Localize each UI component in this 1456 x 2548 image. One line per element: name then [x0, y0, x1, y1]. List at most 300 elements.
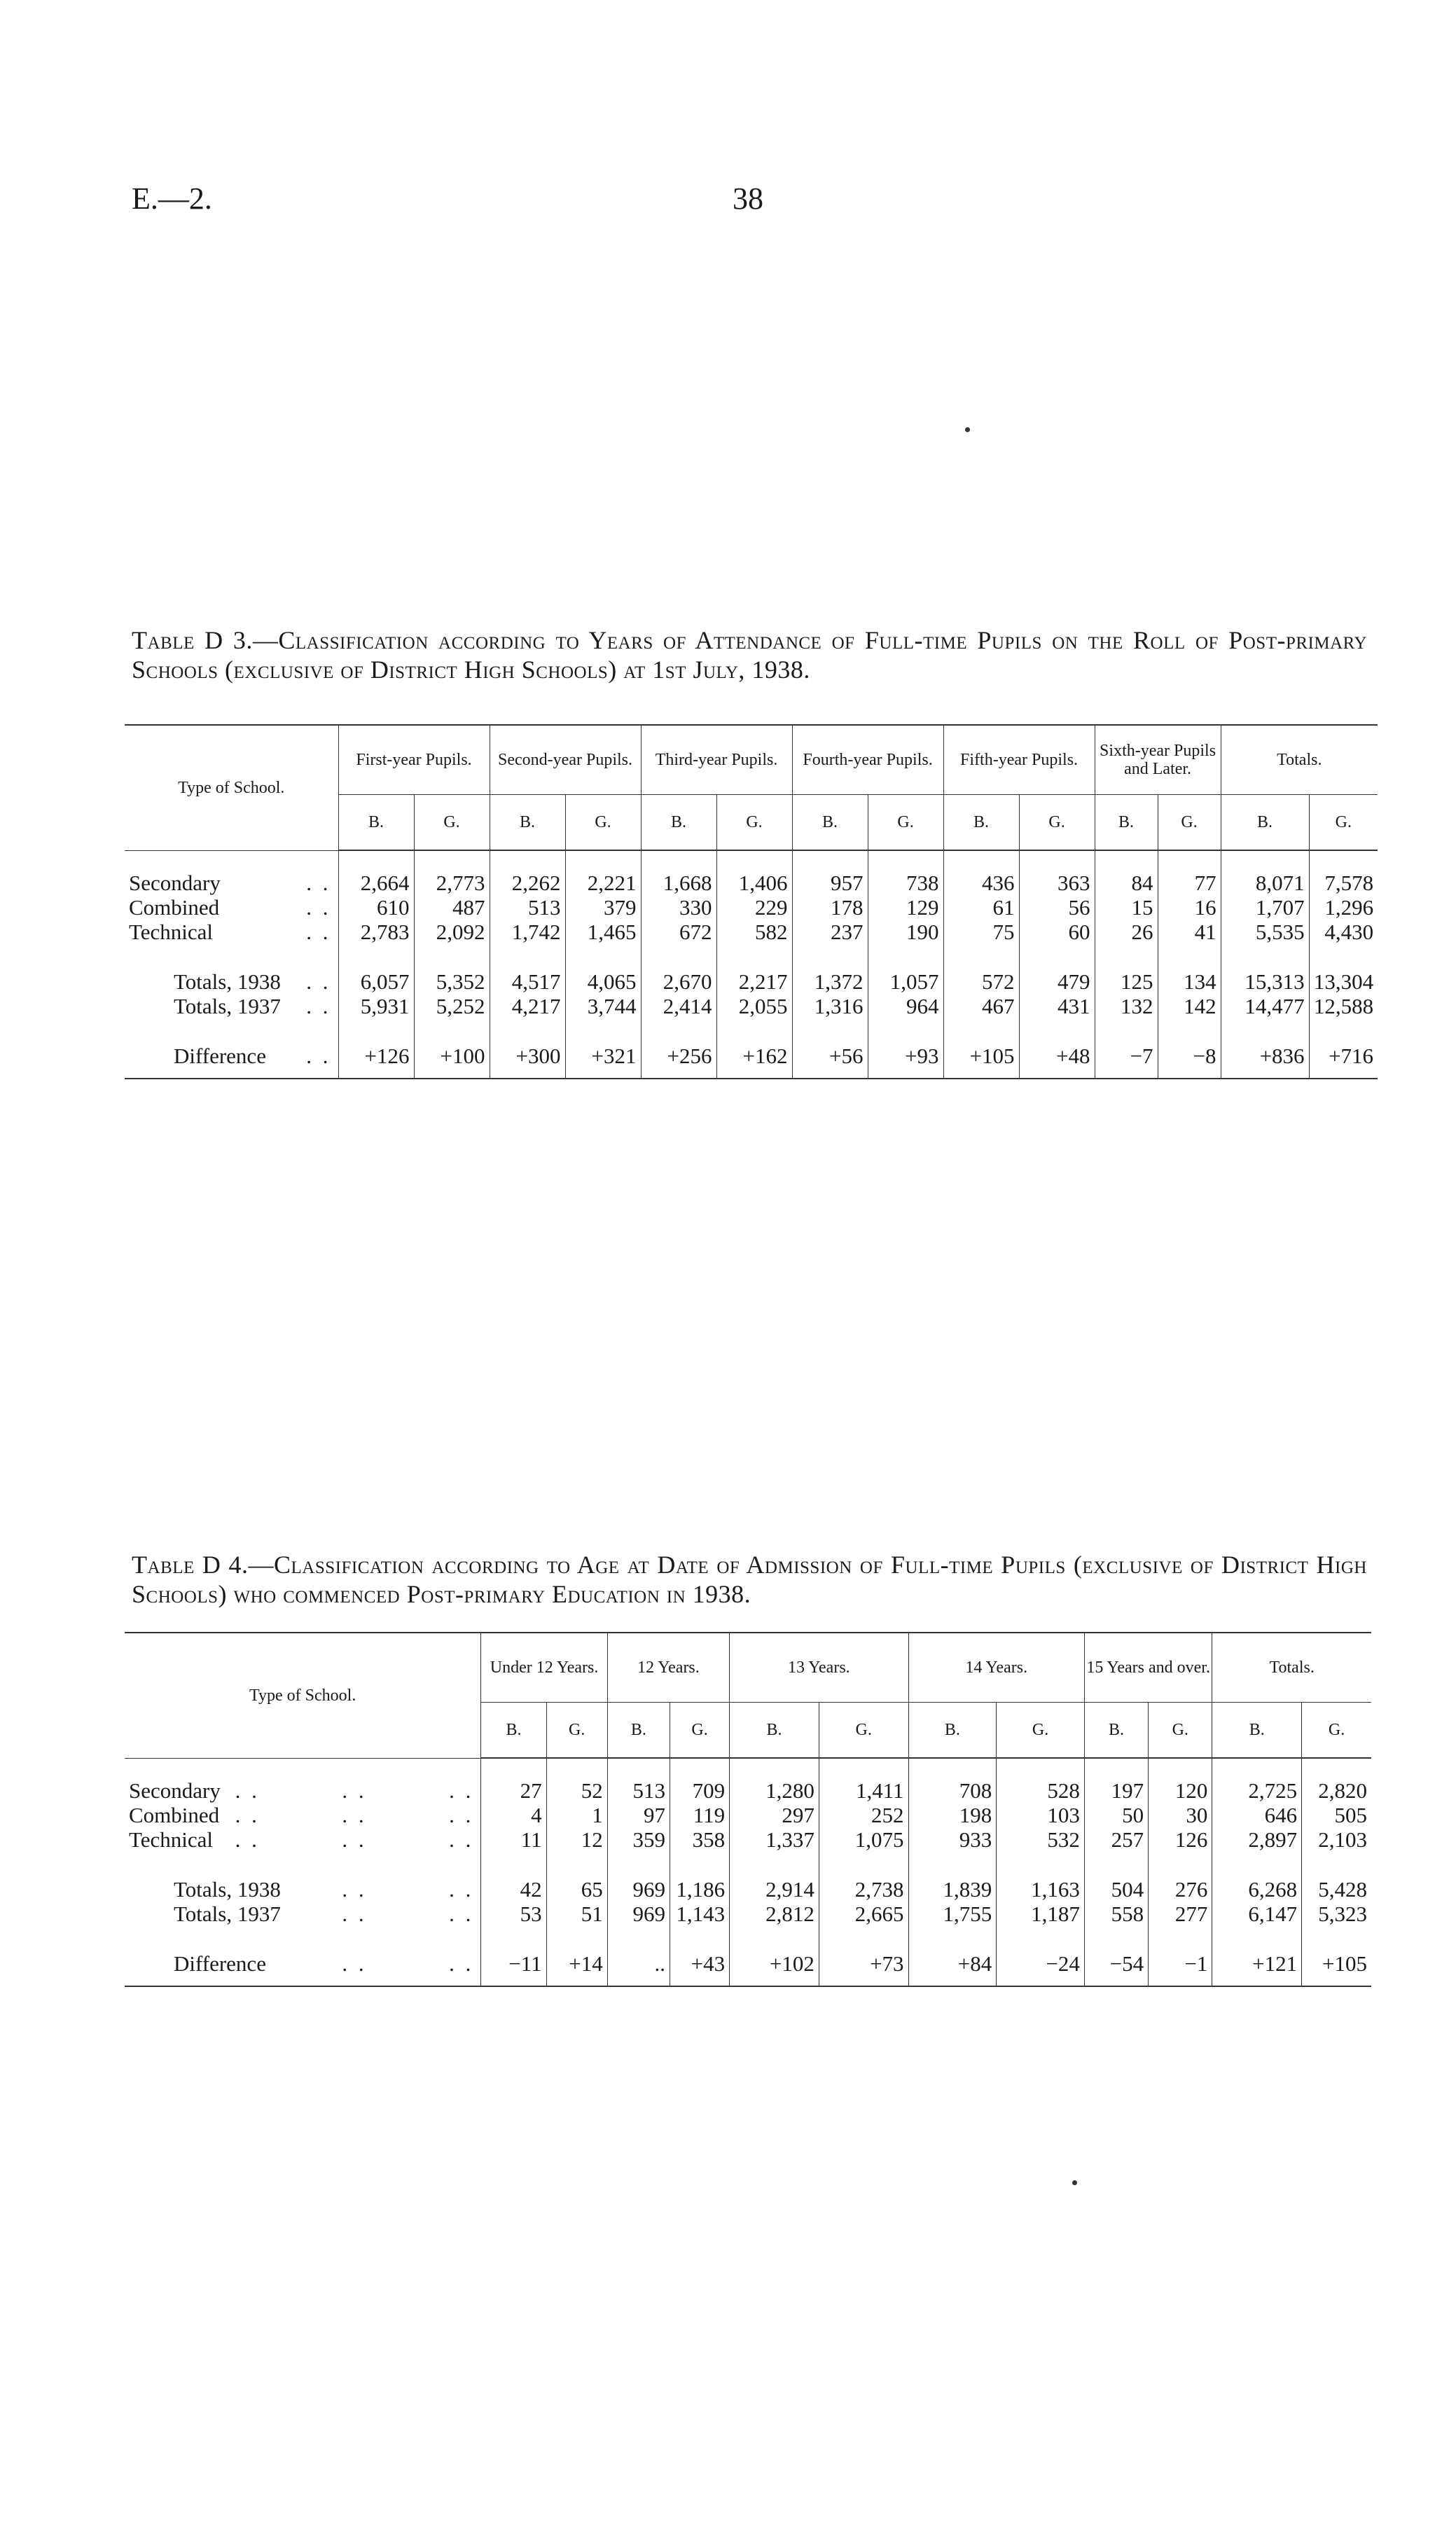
table-cell: 16 [1158, 895, 1221, 920]
table-cell: 1,465 [565, 920, 641, 944]
table-cell: 1,075 [819, 1827, 908, 1852]
table-cell: 1,372 [792, 969, 868, 994]
table-cell: 119 [670, 1803, 729, 1827]
gap-cell [1212, 1926, 1302, 1951]
table-cell: +14 [546, 1951, 607, 1986]
table-cell: 75 [943, 920, 1019, 944]
table-row [125, 1044, 1378, 1079]
gap-cell [641, 944, 716, 969]
gap-cell [490, 1018, 565, 1044]
table-cell: 178 [792, 895, 868, 920]
row-label-text: Difference [174, 1044, 266, 1068]
row-label [125, 1778, 481, 1803]
row-label-text: Totals, 1938 [174, 969, 281, 994]
table-cell: 2,665 [819, 1902, 908, 1926]
gap-cell [1309, 1018, 1378, 1044]
table-cell: 120 [1149, 1778, 1212, 1803]
table-cell: 7,578 [1309, 871, 1378, 895]
table-cell: +56 [792, 1044, 868, 1079]
table-cell: 431 [1019, 994, 1095, 1018]
table-cell: 6,057 [338, 969, 414, 994]
gap-cell [607, 1926, 670, 1951]
row-label-text: Technical [129, 1827, 214, 1852]
gap-cell [565, 1018, 641, 1044]
table-cell: 229 [716, 895, 792, 920]
table-cell: 2,914 [730, 1877, 819, 1902]
gap-cell [730, 1852, 819, 1877]
table-cell: 709 [670, 1778, 729, 1803]
gap-cell [716, 1018, 792, 1044]
row-label-text: Totals, 1938 [174, 1877, 281, 1902]
gap-cell [997, 1758, 1085, 1778]
table-cell: +256 [641, 1044, 716, 1079]
table-cell: 56 [1019, 895, 1095, 920]
dot-leader: . . . . . . [235, 1803, 474, 1827]
gap-cell [490, 944, 565, 969]
table-cell: 197 [1084, 1778, 1148, 1803]
table-cell: 129 [868, 895, 943, 920]
dot-leader: . . [306, 994, 331, 1018]
group-header: Third-year Pupils. [641, 725, 792, 795]
table-cell: 436 [943, 871, 1019, 895]
row-label-text: Technical [129, 920, 214, 944]
gap-cell [1019, 1018, 1095, 1044]
table-cell: 505 [1302, 1803, 1371, 1827]
sub-header: G. [819, 1703, 908, 1759]
gap-cell [546, 1926, 607, 1951]
table-cell: 1,316 [792, 994, 868, 1018]
table-cell: 13,304 [1309, 969, 1378, 994]
dot-leader: . . [306, 871, 331, 895]
page-code: E.—2. [132, 181, 212, 216]
dot-leader: . . [306, 895, 331, 920]
table-cell: 1,337 [730, 1827, 819, 1852]
table-cell: 97 [607, 1803, 670, 1827]
sub-header: B. [1221, 795, 1309, 851]
table-cell: −54 [1084, 1951, 1148, 1986]
table-cell: 41 [1158, 920, 1221, 944]
table-cell: 198 [908, 1803, 997, 1827]
table-cell: −8 [1158, 1044, 1221, 1079]
table-row [125, 920, 1378, 944]
table-cell: 330 [641, 895, 716, 920]
table-cell: 487 [414, 895, 490, 920]
table-cell: 15 [1095, 895, 1158, 920]
gap-cell [819, 1926, 908, 1951]
table-cell: 2,217 [716, 969, 792, 994]
gap-cell [943, 944, 1019, 969]
table-cell: 65 [546, 1877, 607, 1902]
table-row [125, 1902, 1371, 1926]
gap-cell [565, 944, 641, 969]
table-cell: 84 [1095, 871, 1158, 895]
table-cell: 142 [1158, 994, 1221, 1018]
table-d4 [125, 1632, 1371, 1987]
gap-cell [819, 1852, 908, 1877]
table-cell: +105 [943, 1044, 1019, 1079]
table-cell: +84 [908, 1951, 997, 1986]
row-gap [125, 944, 1378, 969]
gap-cell [1212, 1852, 1302, 1877]
table-cell: 125 [1095, 969, 1158, 994]
gap-cell [1302, 1926, 1371, 1951]
gap-cell [481, 1758, 546, 1778]
type-of-school-header: Type of School. [125, 725, 338, 850]
table-cell: +162 [716, 1044, 792, 1079]
gap-cell [1084, 1758, 1148, 1778]
table-cell: 237 [792, 920, 868, 944]
gap-cell [997, 1926, 1085, 1951]
row-label-text: Secondary [129, 1778, 221, 1803]
gap-cell [1149, 1926, 1212, 1951]
table-cell: 4,517 [490, 969, 565, 994]
table-cell: 2,262 [490, 871, 565, 895]
table-cell: 8,071 [1221, 871, 1309, 895]
gap-cell [1149, 1758, 1212, 1778]
dot-leader: . . . . [342, 1877, 474, 1902]
gap-cell [1095, 944, 1158, 969]
table-cell: 77 [1158, 871, 1221, 895]
gap-cell [908, 1926, 997, 1951]
group-header: First-year Pupils. [338, 725, 490, 795]
group-header: 15 Years and over. [1084, 1633, 1212, 1703]
table-d4-caption: Table D 4.—Classification according to Age at Date of Admission of Full-time Pupils (exclusive of District High Schools) who commenced Post-primary Education in 1938. [132, 1551, 1367, 1608]
gap-cell [1158, 944, 1221, 969]
table-cell: −1 [1149, 1951, 1212, 1986]
table-cell: +43 [670, 1951, 729, 1986]
sub-header: G. [868, 795, 943, 851]
table-cell: −11 [481, 1951, 546, 1986]
gap-cell [716, 944, 792, 969]
table-cell: 1,187 [997, 1902, 1085, 1926]
table-cell: 1,280 [730, 1778, 819, 1803]
table-cell: 1,406 [716, 871, 792, 895]
table-cell: 708 [908, 1778, 997, 1803]
table-cell: 2,897 [1212, 1827, 1302, 1852]
table-row [125, 871, 1378, 895]
gap-cell [1212, 1758, 1302, 1778]
table-cell: 190 [868, 920, 943, 944]
gap-cell [125, 1852, 481, 1877]
table-cell: +121 [1212, 1951, 1302, 1986]
table-cell: 5,323 [1302, 1902, 1371, 1926]
gap-cell [125, 1926, 481, 1951]
table-cell: 1,755 [908, 1902, 997, 1926]
row-gap [125, 1852, 1371, 1877]
gap-cell [338, 944, 414, 969]
table-cell: 60 [1019, 920, 1095, 944]
dot-leader: . . [306, 1044, 331, 1068]
dot-leader: . . . . [342, 1951, 474, 1976]
type-of-school-header: Type of School. [125, 1633, 481, 1758]
gap-cell [1302, 1852, 1371, 1877]
table-cell: 646 [1212, 1803, 1302, 1827]
row-label-text: Totals, 1937 [174, 1902, 281, 1926]
table-row [125, 1951, 1371, 1986]
gap-cell [1084, 1926, 1148, 1951]
table-cell: 297 [730, 1803, 819, 1827]
table-cell: 276 [1149, 1877, 1212, 1902]
group-header: Second-year Pupils. [490, 725, 641, 795]
group-header: 14 Years. [908, 1633, 1084, 1703]
table-d3-caption: Table D 3.—Classification according to Years of Attendance of Full-time Pupils on the Roll of Post-primary Schools (exclusive of District High Schools) at 1st July, 1938. [132, 626, 1367, 684]
table-cell: 6,147 [1212, 1902, 1302, 1926]
table-cell: 134 [1158, 969, 1221, 994]
table-cell: 5,352 [414, 969, 490, 994]
table-cell: 467 [943, 994, 1019, 1018]
gap-cell [1309, 944, 1378, 969]
gap-cell [546, 1852, 607, 1877]
sub-header: G. [716, 795, 792, 851]
table-cell: +321 [565, 1044, 641, 1079]
gap-cell [641, 1018, 716, 1044]
table-cell: 61 [943, 895, 1019, 920]
table-cell: 1,839 [908, 1877, 997, 1902]
sub-header: B. [908, 1703, 997, 1759]
gap-cell [1084, 1852, 1148, 1877]
row-label-text: Difference [174, 1951, 266, 1976]
row-label [125, 1803, 481, 1827]
table-cell: 2,221 [565, 871, 641, 895]
table-row [125, 1778, 1371, 1803]
table-cell: 1,668 [641, 871, 716, 895]
table-cell: 532 [997, 1827, 1085, 1852]
sub-header: B. [607, 1703, 670, 1759]
table-row [125, 994, 1378, 1018]
gap-cell [414, 1018, 490, 1044]
table-cell: +300 [490, 1044, 565, 1079]
table-cell: 363 [1019, 871, 1095, 895]
table-cell: +836 [1221, 1044, 1309, 1079]
table-cell: +716 [1309, 1044, 1378, 1079]
table-row [125, 1877, 1371, 1902]
dot-leader: . . . . . . [235, 1778, 474, 1803]
row-label [125, 1044, 338, 1079]
table-cell: 504 [1084, 1877, 1148, 1902]
table-cell: 969 [607, 1877, 670, 1902]
gap-cell [1302, 1758, 1371, 1778]
gap-cell [670, 1926, 729, 1951]
table-cell: 1,296 [1309, 895, 1378, 920]
sub-header: G. [1149, 1703, 1212, 1759]
gap-cell [670, 1758, 729, 1778]
table-cell: 969 [607, 1902, 670, 1926]
table-cell: 4,217 [490, 994, 565, 1018]
table-cell: 359 [607, 1827, 670, 1852]
group-header: 13 Years. [730, 1633, 908, 1703]
sub-header: G. [565, 795, 641, 851]
table-row [125, 1827, 1371, 1852]
table-cell: 12 [546, 1827, 607, 1852]
sub-header: B. [490, 795, 565, 851]
table-cell: 252 [819, 1803, 908, 1827]
table-cell: 2,092 [414, 920, 490, 944]
table-cell: 1,411 [819, 1778, 908, 1803]
table-cell: 2,738 [819, 1877, 908, 1902]
table-cell: 12,588 [1309, 994, 1378, 1018]
row-label [125, 1951, 481, 1986]
sub-header: B. [641, 795, 716, 851]
sub-header: B. [730, 1703, 819, 1759]
table-cell: 2,664 [338, 871, 414, 895]
sub-header: B. [792, 795, 868, 851]
gap-cell [414, 944, 490, 969]
group-header: Totals. [1221, 725, 1378, 795]
gap-cell [868, 944, 943, 969]
table-cell: 379 [565, 895, 641, 920]
gap-cell [908, 1758, 997, 1778]
table-cell: 15,313 [1221, 969, 1309, 994]
table-cell: 610 [338, 895, 414, 920]
table-cell: 5,931 [338, 994, 414, 1018]
gap-cell [792, 944, 868, 969]
table-cell: 277 [1149, 1902, 1212, 1926]
gap-cell [730, 1758, 819, 1778]
row-gap [125, 1758, 1371, 1778]
dot-leader: . . [306, 969, 331, 994]
table-cell: 4,430 [1309, 920, 1378, 944]
gap-cell [607, 1852, 670, 1877]
row-gap [125, 1926, 1371, 1951]
table-cell: 2,055 [716, 994, 792, 1018]
table-cell: 5,252 [414, 994, 490, 1018]
gap-cell [670, 1852, 729, 1877]
table-cell: 132 [1095, 994, 1158, 1018]
table-row [125, 895, 1378, 920]
sub-header: G. [1309, 795, 1378, 851]
gap-cell [1149, 1852, 1212, 1877]
row-label-text: Secondary [129, 871, 221, 895]
table-cell: 3,744 [565, 994, 641, 1018]
gap-cell [1095, 1018, 1158, 1044]
table-cell: 558 [1084, 1902, 1148, 1926]
gap-cell [125, 944, 338, 969]
table-cell: 53 [481, 1902, 546, 1926]
table-cell: +100 [414, 1044, 490, 1079]
table-cell: 2,670 [641, 969, 716, 994]
table-cell: 126 [1149, 1827, 1212, 1852]
row-label-text: Combined [129, 895, 220, 920]
gap-cell [338, 1018, 414, 1044]
table-cell: 2,820 [1302, 1778, 1371, 1803]
table-cell: 5,535 [1221, 920, 1309, 944]
table-cell: 957 [792, 871, 868, 895]
table-cell: 27 [481, 1778, 546, 1803]
table-cell: 2,414 [641, 994, 716, 1018]
row-label [125, 1877, 481, 1902]
sub-header: B. [338, 795, 414, 851]
table-cell: 1 [546, 1803, 607, 1827]
gap-cell [868, 1018, 943, 1044]
group-header: Under 12 Years. [481, 1633, 607, 1703]
table-cell: 51 [546, 1902, 607, 1926]
table-cell: 2,773 [414, 871, 490, 895]
table-cell: 30 [1149, 1803, 1212, 1827]
gap-cell [1019, 944, 1095, 969]
gap-cell [1221, 944, 1309, 969]
table-cell: 2,103 [1302, 1827, 1371, 1852]
table-cell: 257 [1084, 1827, 1148, 1852]
group-header: 12 Years. [607, 1633, 729, 1703]
group-header: Sixth-year Pupils and Later. [1095, 725, 1221, 795]
sub-header: G. [997, 1703, 1085, 1759]
gap-cell [125, 1018, 338, 1044]
gap-cell [730, 1926, 819, 1951]
table-cell: +126 [338, 1044, 414, 1079]
sub-header: B. [943, 795, 1019, 851]
table-cell: 582 [716, 920, 792, 944]
table-cell: 14,477 [1221, 994, 1309, 1018]
table-cell: 1,186 [670, 1877, 729, 1902]
gap-cell [819, 1758, 908, 1778]
stray-mark [1072, 2180, 1077, 2185]
table-cell: 964 [868, 994, 943, 1018]
table-cell: 358 [670, 1827, 729, 1852]
dot-leader: . . [306, 920, 331, 944]
gap-cell [125, 1758, 481, 1778]
gap-cell [1221, 1018, 1309, 1044]
table-cell: 11 [481, 1827, 546, 1852]
sub-header: G. [1302, 1703, 1371, 1759]
table-cell: 479 [1019, 969, 1095, 994]
sub-header: G. [1019, 795, 1095, 851]
sub-header: G. [670, 1703, 729, 1759]
table-cell: +105 [1302, 1951, 1371, 1986]
table-cell: 2,725 [1212, 1778, 1302, 1803]
gap-cell [481, 1926, 546, 1951]
table-cell: −7 [1095, 1044, 1158, 1079]
page-number: 38 [733, 181, 763, 216]
row-label-text: Totals, 1937 [174, 994, 281, 1018]
sub-header: B. [1095, 795, 1158, 851]
sub-header: G. [1158, 795, 1221, 851]
sub-header: B. [1084, 1703, 1148, 1759]
gap-cell [1158, 1018, 1221, 1044]
sub-header: B. [481, 1703, 546, 1759]
table-row [125, 969, 1378, 994]
dot-leader: . . . . [342, 1902, 474, 1926]
table-cell: 26 [1095, 920, 1158, 944]
row-label [125, 895, 338, 920]
table-cell: 50 [1084, 1803, 1148, 1827]
table-cell: 103 [997, 1803, 1085, 1827]
table-cell: 528 [997, 1778, 1085, 1803]
row-label-text: Combined [129, 1803, 220, 1827]
group-header: Fifth-year Pupils. [943, 725, 1095, 795]
table-cell: 1,163 [997, 1877, 1085, 1902]
table-cell: 6,268 [1212, 1877, 1302, 1902]
row-label [125, 920, 338, 944]
group-header: Fourth-year Pupils. [792, 725, 943, 795]
sub-header: B. [1212, 1703, 1302, 1759]
table-cell: 1,057 [868, 969, 943, 994]
stray-mark [965, 427, 970, 432]
table-cell: 513 [607, 1778, 670, 1803]
table-cell: 738 [868, 871, 943, 895]
row-label [125, 994, 338, 1018]
table-cell: 513 [490, 895, 565, 920]
gap-cell [607, 1758, 670, 1778]
table-cell: 52 [546, 1778, 607, 1803]
table-cell: +102 [730, 1951, 819, 1986]
table-cell: 1,707 [1221, 895, 1309, 920]
dot-leader: . . . . . . [235, 1827, 474, 1852]
gap-cell [546, 1758, 607, 1778]
gap-cell [997, 1852, 1085, 1877]
gap-cell [481, 1852, 546, 1877]
table-cell: 4,065 [565, 969, 641, 994]
table-cell: 1,742 [490, 920, 565, 944]
